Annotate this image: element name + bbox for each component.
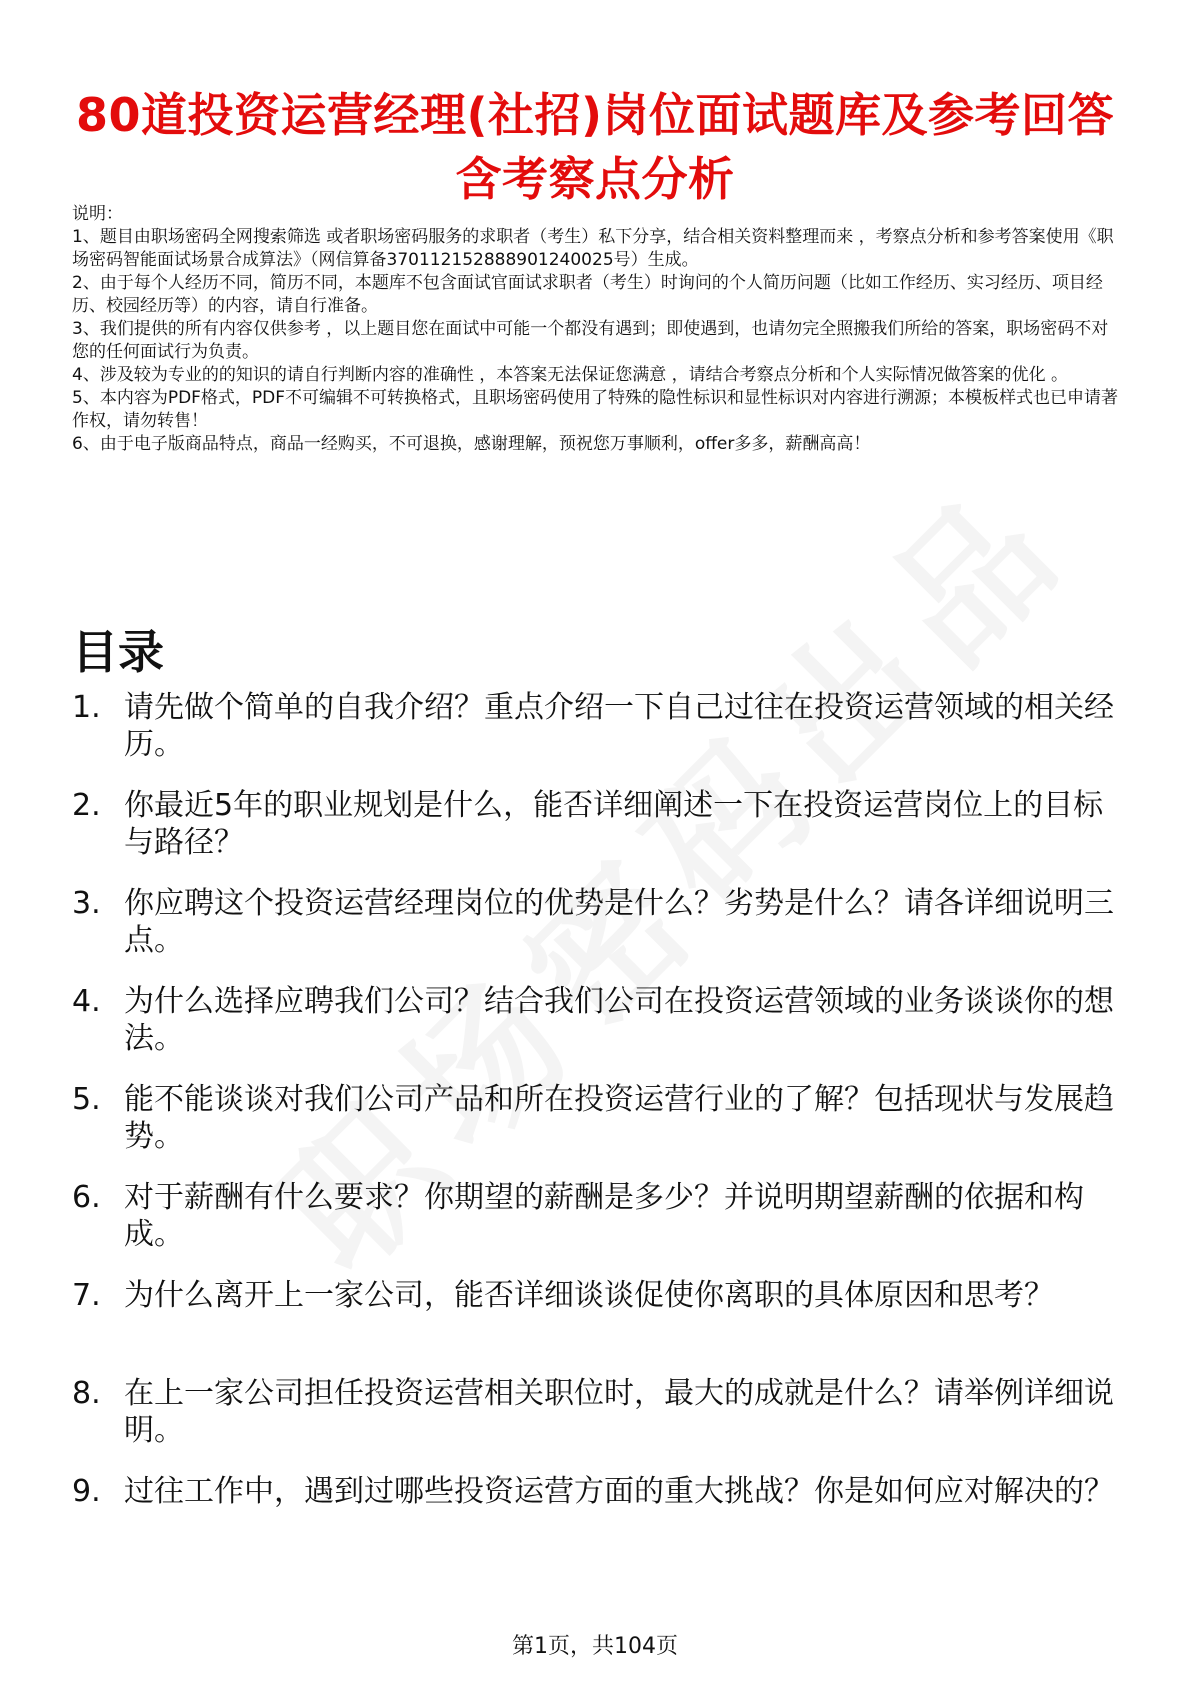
question-text: 过往工作中，遇到过哪些投资运营方面的重大挑战？你是如何应对解决的？: [124, 1474, 1114, 1509]
question-number: 8.: [72, 1376, 101, 1411]
question-text: 能不能谈谈对我们公司产品和所在投资运营行业的了解？包括现状与发展趋势。: [124, 1082, 1114, 1154]
question-number: 1.: [72, 690, 101, 725]
question-text: 在上一家公司担任投资运营相关职位时，最大的成就是什么？请举例详细说明。: [124, 1376, 1114, 1448]
question-text: 你应聘这个投资运营经理岗位的优势是什么？劣势是什么？请各详细说明三点。: [124, 886, 1114, 958]
question-text: 你最近5年的职业规划是什么，能否详细阐述一下在投资运营岗位上的目标与路径？: [124, 788, 1104, 860]
question-item-5: [72, 1081, 1132, 1155]
instruction-item-5: 5、本内容为PDF格式，PDF不可编辑不可转换格式，且职场密码使用了特殊的隐性标识和显性标识对内容进行溯源；本模板样式也已申请著作权，请勿转售！: [72, 388, 1119, 431]
instruction-item-2: 2、由于每个人经历不同，简历不同，本题库不包含面试官面试求职者（考生）时询问的个人简历问题（比如工作经历、实习经历、项目经历、校园经历等）的内容，请自行准备。: [72, 273, 1103, 316]
question-item-9: [72, 1473, 1132, 1547]
question-list: [72, 689, 1132, 1571]
question-text: 为什么选择应聘我们公司？结合我们公司在投资运营领域的业务谈谈你的想法。: [124, 984, 1114, 1056]
question-item-8: [72, 1375, 1132, 1449]
question-item-6: [72, 1179, 1132, 1253]
question-number: 6.: [72, 1180, 101, 1215]
page-footer: 第1页，共104页: [512, 1634, 678, 1659]
instruction-item-4: 4、涉及较为专业的的知识的请自行判断内容的准确性 ，本答案无法保证您满意 ，请结合考察点分析和个人实际情况做答案的优化 。: [72, 365, 1069, 385]
question-number: 7.: [72, 1278, 101, 1313]
question-number: 4.: [72, 984, 101, 1019]
question-number: 2.: [72, 788, 101, 823]
question-number: 5.: [72, 1082, 101, 1117]
question-text: 为什么离开上一家公司，能否详细谈谈促使你离职的具体原因和思考？: [124, 1278, 1054, 1313]
question-item-2: [72, 787, 1132, 861]
question-item-7: [72, 1277, 1132, 1351]
instruction-item-6: 6、由于电子版商品特点，商品一经购买，不可退换，感谢理解，预祝您万事顺利，offer多多，薪酬高高！: [72, 434, 871, 454]
question-number: 9.: [72, 1474, 101, 1509]
question-item-4: [72, 983, 1132, 1057]
question-text: 请先做个简单的自我介绍？重点介绍一下自己过往在投资运营领域的相关经历。: [124, 690, 1114, 762]
instruction-item-1: 1、题目由职场密码全网搜索筛选 或者职场密码服务的求职者（考生）私下分享，结合相关资料整理而来 ，考察点分析和参考答案使用《职场密码智能面试场景合成算法》（网信算备370112152888901240025号）生成。: [72, 227, 1114, 270]
instruction-item-3: 3、我们提供的所有内容仅供参考 ，以上题目您在面试中可能一个都没有遇到；即使遇到，也请勿完全照搬我们所给的答案，职场密码不对您的任何面试行为负责。: [72, 319, 1109, 362]
question-item-3: [72, 885, 1132, 959]
instructions-section: [72, 203, 1122, 456]
table-of-contents-title: 目录: [72, 625, 164, 680]
document-title: 80道投资运营经理(社招)岗位面试题库及参考回答含考察点分析: [75, 87, 1115, 206]
instructions-heading: 说明：: [72, 204, 123, 224]
question-number: 3.: [72, 886, 101, 921]
question-text: 对于薪酬有什么要求？你期望的薪酬是多少？并说明期望薪酬的依据和构成。: [124, 1180, 1084, 1252]
question-item-1: [72, 689, 1132, 763]
